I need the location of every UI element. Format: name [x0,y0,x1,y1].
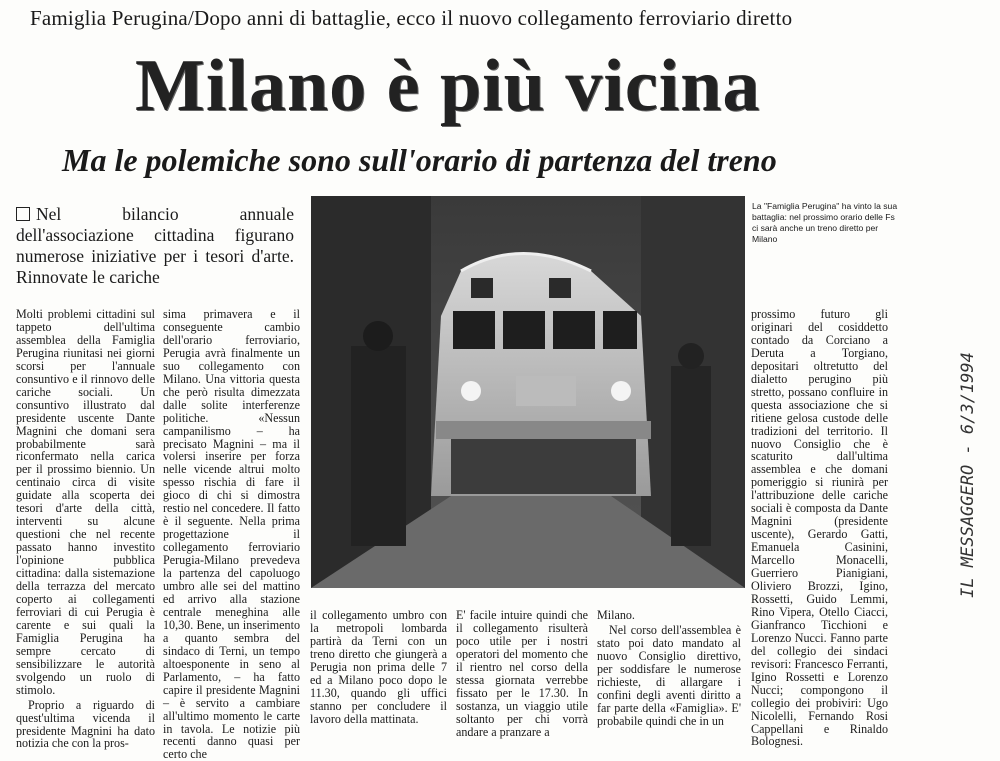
lead-text: Nel bilancio annuale dell'associazione cittadina figurano numerose iniziative per i tesori d'arte. Rinnovate le cariche [16,204,294,287]
train-illustration [311,196,745,588]
column-1 [16,307,155,751]
source-note-text: IL MESSAGGERO - 6/3/1994 [958,352,978,598]
train-photo [311,196,745,588]
paragraph: E' facile intuire quindi che il collegamento risulterà poco utile per i nostri operatori del momento che il rientro nel corso della stessa giornata verrebbe fissato per le 17.30. In sostanza, un viaggio utile soltanto per chi vorrà andare a pranzare a [456,608,588,739]
kicker: Famiglia Perugina/Dopo anni di battaglie, ecco il nuovo collegamento ferroviario diretto [30,6,793,30]
paragraph: Nel corso dell'assemblea è stato poi dato mandato al nuovo Consiglio direttivo, per soddisfare le numerose richieste, di allargare i confini degli aventi diritto a far parte della «Famiglia». E' probabile quindi che in un [597,622,741,728]
paragraph: sima primavera e il conseguente cambio dell'orario ferroviario, Perugia avrà finalmente un suo collegamento con Milano. Una vittoria questa che però risulta dimezzata dalle solite interferenze politiche. «Nessun campanilismo – ha precisato Magnini – ma il volersi inserire per forza nelle vicende altrui molto spesso rischia di fare il gioco di chi si dimostra restio nel concedere. Il fatto è il seguente. Nella prima progettazione il collegamento ferroviario Perugia-Milano prevedeva la partenza del capoluogo umbro alle sei del mattino ed arrivo alla stazione centrale meneghina alle 10,30. Bene, un inserimento a quanto sembra del sindaco di Terni, un tempo altoesponente in seno al Parlamento, – ha fatto capire il presidente Magnini – è servito a cambiare all'ultimo momento le carte in tavola. Le notizie più recenti danno quasi per certo che [163,307,300,761]
paragraph: Molti problemi cittadini sul tappeto dell'ultima assemblea della Famiglia Perugina riunitasi nei giorni scorsi per l'annuale consuntivo e il rinnovo delle cariche sociali. Un consuntivo illustrato dal presidente uscente Dante Magnini che domani sera probabilmente sarà riconfermato nella carica per il prossimo biennio. Un centinaio circa di visite guidate alla scoperta dei tesori d'arte della città, interventi su alcune questioni che nel recente passato hanno investito l'opinione pubblica cittadina: dalla sistemazione della terrazza del mercato coperto ai collegamenti ferroviari di cui Perugia è carente e sui quali la Famiglia Perugina ha sempre cercato di sensibilizzare le autorità svolgendo un ruolo di stimolo. [16,307,155,697]
paragraph: Milano. [597,608,635,622]
paragraph: Proprio a riguardo di quest'ultima vicenda il presidente Magnini ha dato notizia che con la pros- [16,697,155,751]
column-2 [163,307,300,761]
column-4 [456,608,588,739]
photo-caption: La "Famiglia Perugina" ha vinto la sua battaglia: nel prossimo orario delle Fs ci sarà anche un treno diretto per Milano [752,201,898,244]
subheadline: Ma le polemiche sono sull'orario di partenza del treno [62,142,777,178]
paragraph: prossimo futuro gli originari del cosiddetto contado da Corciano a Deruta a Torgiano, depositari oltretutto del dialetto perugino più stretto, possano confluire in questa associazione che si ritiene gelosa custode delle tradizioni del territorio. Il nuovo Consiglio che è scaturito dall'ultima assemblea e che domani pomeriggio si riunirà per l'attribuzione delle cariche sociali è composta da Dante Magnini (presidente uscente), Gerardo Gatti, Emanuela Casinini, Marcello Monacelli, Guerriero Pianigiani, Oliviero Brozzi, Igino, Rossetti, Guido Lemmi, Rino Vipera, Otello Ciacci, Gianfranco Ticchioni e Lorenzo Nucci. Fanno parte del collegio dei sindaci revisori: Francesco Ferranti, Igino Rossetti e Lorenzo Nucci; compongono il collegio dei probiviri: Ugo Nicolelli, Fernando Rosi Cappellani e Rinaldo Bolognesi. [751,307,888,749]
lead-summary [16,204,294,288]
bullet-box-icon [16,207,30,221]
column-6 [751,307,888,749]
paragraph: il collegamento umbro con la metropoli lombarda partirà da Terni con un treno diretto che giungerà a Perugia non prima delle 7 ed a Milano poco dopo le 11.30, quando gli uffici stanno per concludere il lavoro della mattinata. [310,608,447,726]
column-3 [310,609,447,735]
handwritten-source-note [948,240,988,710]
headline: Milano è più vicina [135,45,761,127]
column-5 [597,609,741,735]
